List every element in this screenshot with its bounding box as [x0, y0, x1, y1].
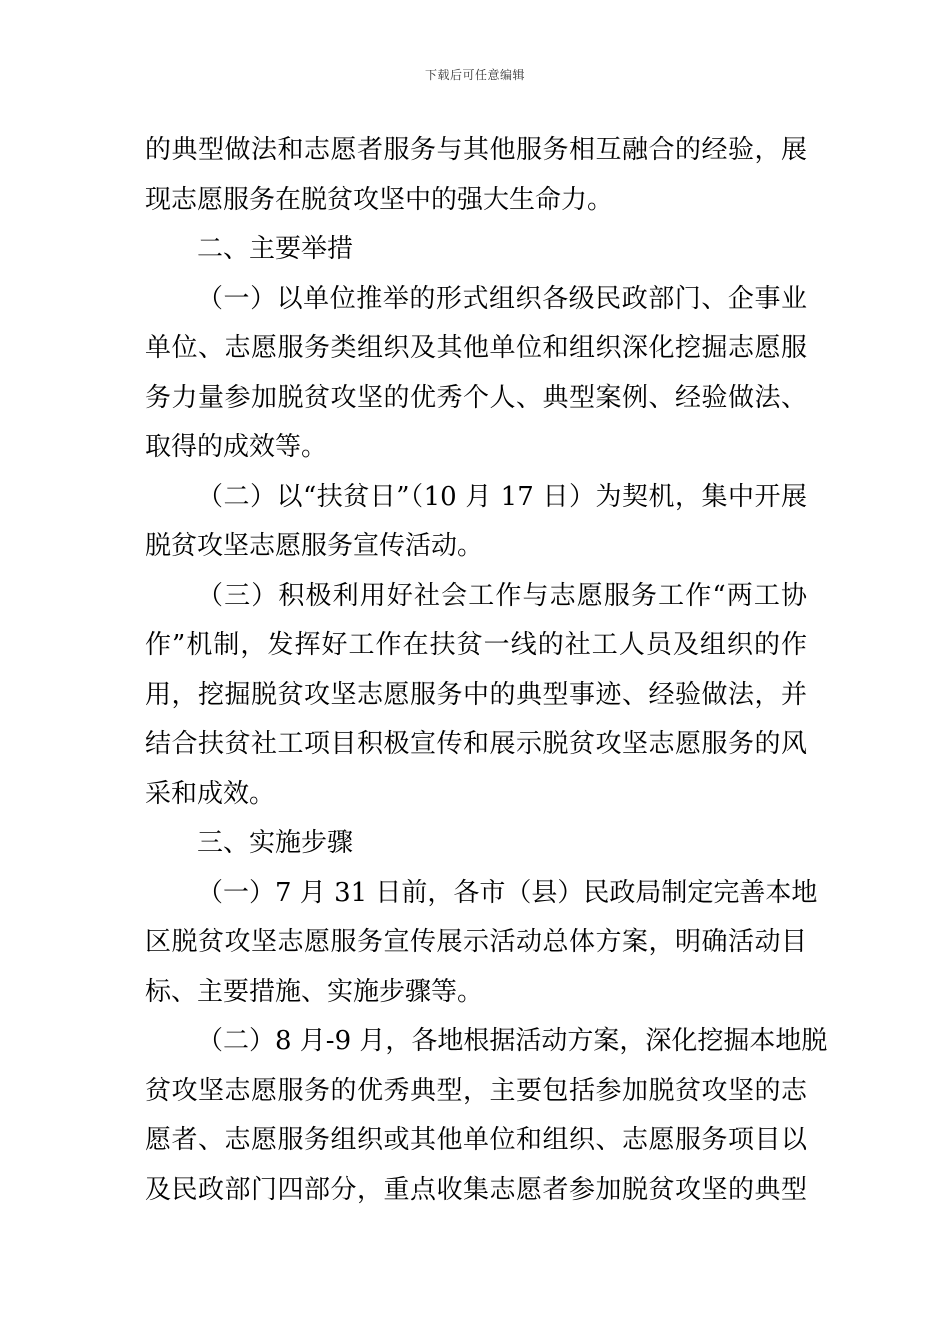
- text-line: 三、实施步骤: [197, 828, 354, 858]
- text-line: 愿者、志愿服务组织或其他单位和组织、志愿服务项目以: [145, 1125, 807, 1155]
- text-line: 现志愿服务在脱贫攻坚中的强大生命力。: [145, 184, 614, 215]
- text-line: （三）积极利用好社会工作与志愿服务工作“两工协: [197, 580, 807, 611]
- text-line: 务力量参加脱贫攻坚的优秀个人、典型案例、经验做法、: [145, 382, 807, 413]
- text-line: 的典型做法和志愿者服务与其他服务相互融合的经验，展: [145, 135, 807, 165]
- text-line: 及民政部门四部分，重点收集志愿者参加脱贫攻坚的典型: [145, 1174, 807, 1205]
- text-line: 单位、志愿服务类组织及其他单位和组织深化挖掘志愿服: [145, 333, 807, 363]
- text-line: 结合扶贫社工项目积极宣传和展示脱贫攻坚志愿服务的风: [145, 729, 807, 759]
- text-line: 脱贫攻坚志愿服务宣传活动。: [145, 531, 484, 561]
- text-line: 作”机制，发挥好工作在扶贫一线的社工人员及组织的作: [145, 630, 807, 660]
- text-line: 二、主要举措: [197, 234, 354, 264]
- text-line: （一）7 月 31 日前，各市（县）民政局制定完善本地: [197, 877, 818, 908]
- text-line: （二）以“扶贫日”（10 月 17 日）为契机，集中开展: [197, 481, 807, 512]
- text-line: 区脱贫攻坚志愿服务宣传展示活动总体方案，明确活动目: [145, 927, 807, 957]
- document-body: [145, 126, 828, 1215]
- text-line: 用，挖掘脱贫攻坚志愿服务中的典型事迹、经验做法，并: [145, 679, 807, 710]
- page-header: 下载后可任意编辑: [424, 68, 525, 82]
- text-line: 标、主要措施、实施步骤等。: [145, 976, 484, 1007]
- text-line: 贫攻坚志愿服务的优秀典型，主要包括参加脱贫攻坚的志: [145, 1075, 807, 1106]
- text-line: （二）8 月-9 月，各地根据活动方案，深化挖掘本地脱: [197, 1026, 828, 1056]
- text-line: 取得的成效等。: [145, 432, 328, 462]
- text-line: 采和成效。: [145, 778, 276, 809]
- text-line: （一）以单位推举的形式组织各级民政部门、企事业: [197, 283, 807, 314]
